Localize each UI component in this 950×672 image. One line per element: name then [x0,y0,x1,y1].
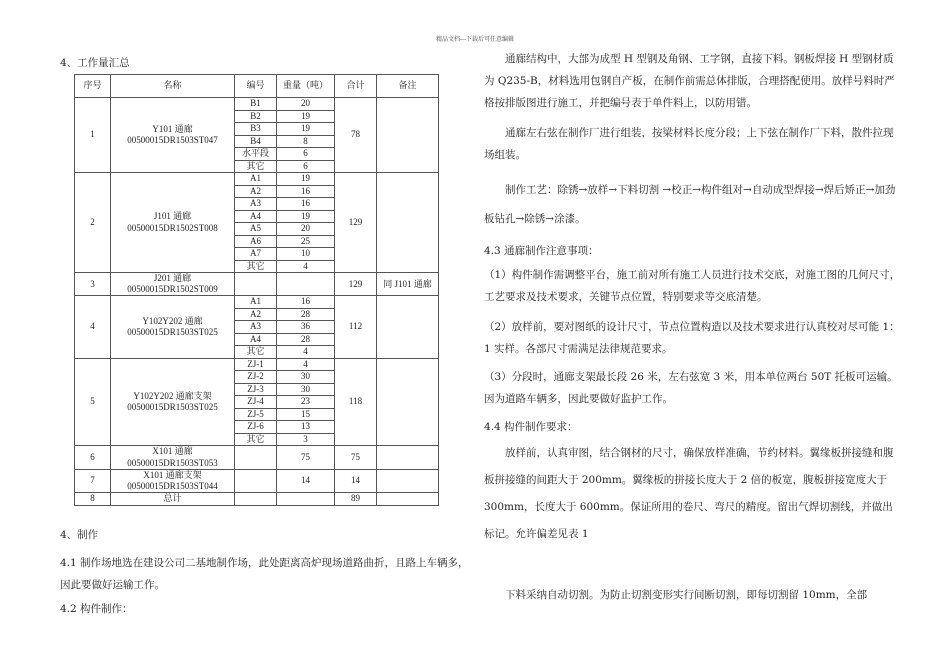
component-name [111,469,235,492]
item-code: 其它 [235,346,277,359]
col-header: 名称 [111,75,235,98]
item-weight: 15 [277,408,335,421]
item-weight: 25 [277,235,335,248]
para-4-3-2: （2）放样前，要对图纸的设计尺寸，节点位置构造以及技术要求进行认真校对尽可能 1：1 实样。各部尺寸需满足法律规范要求。 [484,321,900,355]
item-weight: 28 [277,333,335,346]
item-code: ZJ-2 [235,371,277,384]
item-code: ZJ-3 [235,383,277,396]
component-name [111,446,235,469]
item-weight: 13 [277,421,335,434]
component-name-line: Y102Y202 通廊 [142,315,203,326]
item-code [235,493,277,506]
item-code: 其它 [235,433,277,446]
row-number: 1 [75,98,111,173]
group-total: 118 [335,358,377,446]
component-name [111,273,235,296]
section-title-workload: 4、工作量汇总 [60,57,130,69]
group-note [377,173,439,273]
table-row [75,358,439,371]
group-note: 同 J101 通廊 [377,273,439,296]
group-total: 129 [335,173,377,273]
component-name [111,358,235,446]
item-code: A6 [235,235,277,248]
item-code [235,469,277,492]
item-code: A4 [235,333,277,346]
component-name [111,98,235,173]
item-code: ZJ-1 [235,358,277,371]
component-name-line: Y101 通廊 [152,123,193,134]
item-code: A1 [235,173,277,186]
table-header-row [75,75,439,98]
component-name-line: J101 通廊 [153,211,192,221]
total-row [75,493,439,506]
item-weight: 19 [277,173,335,186]
item-code: A2 [235,185,277,198]
item-code: B3 [235,123,277,136]
heading-4-3: 4.3 通廊制作注意事项： [484,245,599,257]
item-weight: 6 [277,160,335,173]
item-code: A5 [235,223,277,236]
item-weight: 16 [277,185,335,198]
item-weight: 10 [277,248,335,261]
para-4-4: 放样前，认真审图，结合钢材的尺寸，确保放样准确，节约材料。翼缘板拼接缝和腹板拼接缝的间距大于 200mm。翼缘板的拼接长度大于 2 倍的板宽，腹板拼接宽度大于 300mm，长度大于 600mm。保证所用的卷尺、弯尺的精度。留出气焊切割线，并做出标记。允许偏差见表 1 [484,447,894,540]
item-weight: 75 [277,446,335,469]
group-note [377,296,439,359]
component-name-line: X101 通廊支架 [143,469,202,480]
item-code: A2 [235,308,277,321]
para-process: 制作工艺：除锈→放样→下料切割 →校正→构件组对→自动成型焊接→焊后矫正→加劲板钻孔→除锈→涂漆。 [484,184,896,225]
item-weight: 8 [277,135,335,148]
table-row [75,273,439,296]
component-drawing-no: 00500015DR1503ST047 [127,135,218,145]
col-header: 备注 [377,75,439,98]
group-total: 78 [335,98,377,173]
col-header: 编号 [235,75,277,98]
heading-4-4: 4.4 构件制作要求： [484,421,578,433]
group-note [377,469,439,492]
row-number: 4 [75,296,111,359]
para-cutting: 下料采纳自动切割。为防止切割变形实行间断切割，即每切割留 10mm，全部 [505,589,868,601]
item-weight: 20 [277,98,335,111]
col-header: 重量（吨） [277,75,335,98]
item-code [235,273,277,296]
component-drawing-no: 00500015DR1503ST044 [127,481,218,492]
item-code: A3 [235,321,277,334]
item-weight: 16 [277,198,335,211]
group-note [377,493,439,506]
workload-table [74,74,439,506]
item-weight [277,493,335,506]
row-number: 8 [75,493,111,506]
component-name [111,173,235,273]
component-drawing-no: 00500015DR1502ST009 [127,284,218,295]
group-note [377,358,439,446]
component-name-line: J201 通廊 [153,273,192,283]
group-total: 112 [335,296,377,359]
item-weight: 4 [277,358,335,371]
group-total: 14 [335,469,377,492]
para-4-1: 4.1 制作场地选在建设公司二基地制作场，此处距离高炉现场道路曲折，且路上车辆多，因此要做好运输工作。 [60,557,469,591]
component-name-line: Y102Y202 通廊支架 [133,390,212,401]
item-weight: 19 [277,210,335,223]
component-drawing-no: 00500015DR1503ST053 [127,457,218,468]
item-weight: 16 [277,296,335,309]
table-row [75,173,439,186]
col-header: 序号 [75,75,111,98]
item-code: ZJ-6 [235,421,277,434]
item-code: 其它 [235,260,277,273]
group-total: 75 [335,446,377,469]
component-drawing-no: 00500015DR1503ST025 [127,327,218,338]
component-name [111,296,235,359]
item-code [235,446,277,469]
item-weight: 30 [277,371,335,384]
row-number: 3 [75,273,111,296]
grand-total: 89 [335,493,377,506]
item-code: B1 [235,98,277,111]
item-code: ZJ-5 [235,408,277,421]
table-row [75,469,439,492]
row-number: 6 [75,446,111,469]
item-code: 水平段 [235,148,277,161]
item-code: A3 [235,198,277,211]
table-row [75,446,439,469]
heading-make: 4、制作 [60,529,99,541]
col-header: 合计 [335,75,377,98]
para-chord-assembly: 通廊左右弦在制作厂进行组装，按梁材料长度分段；上下弦在制作厂下料，散件拉现场组装。 [484,127,894,161]
item-weight: 19 [277,110,335,123]
item-weight: 4 [277,260,335,273]
row-number: 7 [75,469,111,492]
item-weight: 14 [277,469,335,492]
item-code: B4 [235,135,277,148]
item-weight: 23 [277,396,335,409]
item-code: ZJ-4 [235,396,277,409]
item-weight: 28 [277,308,335,321]
component-drawing-no: 00500015DR1503ST025 [127,402,218,413]
item-code: A4 [235,210,277,223]
item-weight: 4 [277,346,335,359]
item-weight: 19 [277,123,335,136]
component-name-line: X101 通廊 [152,446,193,457]
group-note [377,446,439,469]
para-4-3-1: （1）构件制作需调整平台，施工前对所有施工人员进行技术交底，对施工图的几何尺寸，工艺要求及技术要求，关键节点位置，特别要求等交底清楚。 [484,269,901,303]
row-number: 5 [75,358,111,446]
table-row [75,296,439,309]
item-code: 其它 [235,160,277,173]
para-structure: 通廊结构中，大部为成型 H 型钢及角钢、工字钢，直接下料。钢板焊接 H 型钢材质为 Q235-B，材料选用包钢自产板，在制作前需总体排版，合理搭配使用。放样号料时严格按排版图进行施工，并把编号表于单件料上，以防用错。 [484,53,895,109]
item-weight: 20 [277,223,335,236]
group-note [377,98,439,173]
para-4-2: 4.2 构件制作： [60,603,133,615]
item-weight: 6 [277,148,335,161]
item-weight: 36 [277,321,335,334]
table-row [75,98,439,111]
item-code: A7 [235,248,277,261]
total-label: 总计 [111,493,235,506]
item-weight: 3 [277,433,335,446]
group-total: 129 [335,273,377,296]
component-drawing-no: 00500015DR1502ST008 [127,222,218,233]
item-code: A1 [235,296,277,309]
item-weight: 30 [277,383,335,396]
item-code: B2 [235,110,277,123]
page-header: 精品文档---下载后可任意编辑 [435,36,515,43]
row-number: 2 [75,173,111,273]
item-weight [277,273,335,296]
para-4-3-3: （3）分段时，通廊支架最长段 26 米，左右弦宽 3 米，用本单位两台 50T 托板可运输。因为道路车辆多，因此要做好监护工作。 [484,371,898,405]
